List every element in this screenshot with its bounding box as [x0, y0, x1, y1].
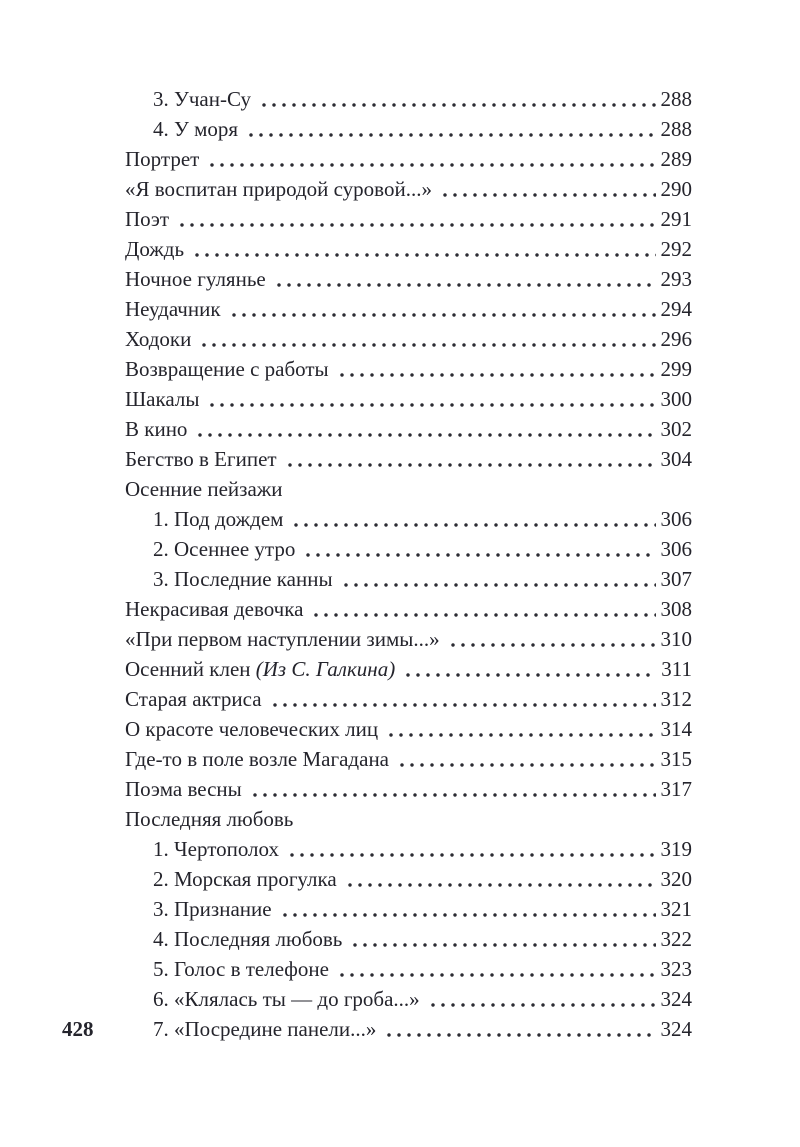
toc-section-heading: [125, 804, 692, 834]
toc-entry-title: Поэма весны: [125, 777, 242, 801]
toc-entry-page: 324: [660, 987, 692, 1011]
toc-row: [125, 1014, 692, 1044]
dot-leader: [337, 973, 656, 977]
toc-row: [125, 294, 692, 324]
toc-entry-title: 7. «Посредине панели...»: [153, 1017, 377, 1041]
toc-entry-page: 292: [660, 237, 692, 261]
dot-leader: [259, 103, 656, 107]
dot-leader: [177, 223, 655, 227]
toc-entry-page: 306: [660, 537, 692, 561]
dot-leader: [207, 163, 655, 167]
toc-row: [125, 684, 692, 714]
toc-entry-title: Возвращение с работы: [125, 357, 329, 381]
toc-row: [125, 234, 692, 264]
dot-leader: [285, 463, 656, 467]
toc-row: [125, 84, 692, 114]
toc-row: [125, 654, 692, 684]
toc-entry-title: 4. У моря: [153, 117, 239, 141]
toc-entry-title: В кино: [125, 417, 188, 441]
toc-entry-title: 3. Последние канны: [153, 567, 333, 591]
dot-leader: [246, 133, 655, 137]
dot-leader: [311, 613, 655, 617]
toc-entry-title: Бегство в Египет: [125, 447, 277, 471]
toc-entry-page: 288: [660, 87, 692, 111]
toc-entry-title: «Я воспитан природой суровой...»: [125, 177, 432, 201]
toc-row: [125, 894, 692, 924]
toc-row: [125, 204, 692, 234]
toc-entry-title: Некрасивая девочка: [125, 597, 304, 621]
toc-entry-title: Дождь: [125, 237, 185, 261]
dot-leader: [287, 853, 655, 857]
dot-leader: [270, 703, 656, 707]
dot-leader: [303, 553, 655, 557]
toc-entry-page: 306: [660, 507, 692, 531]
toc-entry-page: 299: [660, 357, 692, 381]
toc-entry-title: 2. Осеннее утро: [153, 537, 296, 561]
dot-leader: [345, 883, 656, 887]
toc-entry-title: Ночное гулянье: [125, 267, 266, 291]
toc-entry-title: 6. «Клялась ты — до гроба...»: [153, 987, 420, 1011]
toc-entry-page: 307: [660, 567, 692, 591]
toc-entry-title: О красоте человеческих лиц: [125, 717, 379, 741]
toc-entry-page: 290: [660, 177, 692, 201]
dot-leader: [440, 193, 656, 197]
toc-row: [125, 174, 692, 204]
toc-entry-page: 323: [660, 957, 692, 981]
toc-entry-page: 300: [660, 387, 692, 411]
toc-row: [125, 504, 692, 534]
toc-entry-page: 289: [660, 147, 692, 171]
dot-leader: [199, 343, 655, 347]
toc-entry-title: 1. Под дождем: [153, 507, 284, 531]
dot-leader: [250, 793, 656, 797]
toc-entry-page: 315: [660, 747, 692, 771]
toc-entry-title: 3. Учан-Су: [153, 87, 251, 111]
toc-entry-page: 293: [660, 267, 692, 291]
toc-entry-title: Последняя любовь: [125, 807, 294, 831]
toc-entry-page: 288: [660, 117, 692, 141]
toc-entry-page: 310: [660, 627, 692, 651]
toc-row: [125, 924, 692, 954]
toc-section-heading: [125, 474, 692, 504]
toc-row: [125, 624, 692, 654]
toc-entry-page: 322: [660, 927, 692, 951]
table-of-contents: [125, 84, 692, 1044]
dot-leader: [350, 943, 655, 947]
dot-leader: [274, 283, 656, 287]
toc-entry-title: Шакалы: [125, 387, 200, 411]
toc-entry-page: 314: [660, 717, 692, 741]
dot-leader: [280, 913, 656, 917]
dot-leader: [448, 643, 656, 647]
toc-entry-title: [125, 654, 395, 684]
toc-entry-page: 320: [660, 867, 692, 891]
dot-leader: [428, 1003, 656, 1007]
dot-leader: [337, 373, 656, 377]
toc-row: [125, 564, 692, 594]
toc-row: [125, 324, 692, 354]
toc-entry-title: Старая актриса: [125, 687, 262, 711]
toc-row: [125, 264, 692, 294]
toc-entry-title: Ходоки: [125, 327, 192, 351]
toc-entry-title: Где-то в поле возле Магадана: [125, 747, 389, 771]
toc-entry-title: 3. Признание: [153, 897, 272, 921]
toc-entry-page: 324: [660, 1017, 692, 1041]
toc-entry-page: 304: [660, 447, 692, 471]
toc-row: [125, 954, 692, 984]
toc-entry-title-italic: (Из С. Галкина): [255, 657, 396, 681]
dot-leader: [386, 733, 655, 737]
toc-entry-title: Осенние пейзажи: [125, 477, 283, 501]
toc-row: [125, 354, 692, 384]
toc-entry-page: 319: [660, 837, 692, 861]
dot-leader: [229, 313, 656, 317]
toc-entry-page: 317: [660, 777, 692, 801]
toc-entry-title: 1. Чертополох: [153, 837, 280, 861]
dot-leader: [207, 403, 655, 407]
dot-leader: [195, 433, 655, 437]
toc-entry-title: «При первом наступлении зимы...»: [125, 627, 440, 651]
dot-leader: [291, 523, 655, 527]
toc-entry-page: 312: [660, 687, 692, 711]
toc-row: [125, 774, 692, 804]
toc-row: [125, 984, 692, 1014]
toc-row: [125, 384, 692, 414]
toc-entry-page: 311: [661, 657, 692, 681]
dot-leader: [192, 253, 655, 257]
toc-entry-title: 4. Последняя любовь: [153, 927, 343, 951]
toc-row: [125, 594, 692, 624]
toc-row: [125, 444, 692, 474]
folio-page-number: 428: [62, 1017, 94, 1041]
toc-entry-page: 296: [660, 327, 692, 351]
toc-entry-title: Поэт: [125, 207, 170, 231]
toc-row: [125, 414, 692, 444]
toc-entry-title: Неудачник: [125, 297, 221, 321]
toc-row: [125, 744, 692, 774]
toc-entry-page: 308: [660, 597, 692, 621]
dot-leader: [397, 763, 656, 767]
toc-row: [125, 714, 692, 744]
toc-entry-page: 302: [660, 417, 692, 441]
toc-entry-page: 291: [660, 207, 692, 231]
toc-entry-page: 321: [660, 897, 692, 921]
toc-entry-title-text: Осенний клен: [125, 657, 256, 681]
toc-row: [125, 114, 692, 144]
dot-leader: [341, 583, 656, 587]
toc-row: [125, 144, 692, 174]
toc-row: [125, 864, 692, 894]
toc-row: [125, 834, 692, 864]
toc-row: [125, 534, 692, 564]
dot-leader: [384, 1033, 655, 1037]
toc-entry-page: 294: [660, 297, 692, 321]
toc-entry-title: Портрет: [125, 147, 200, 171]
toc-entry-title: 5. Голос в телефоне: [153, 957, 329, 981]
dot-leader: [403, 673, 656, 677]
toc-entry-title: 2. Морская прогулка: [153, 867, 337, 891]
